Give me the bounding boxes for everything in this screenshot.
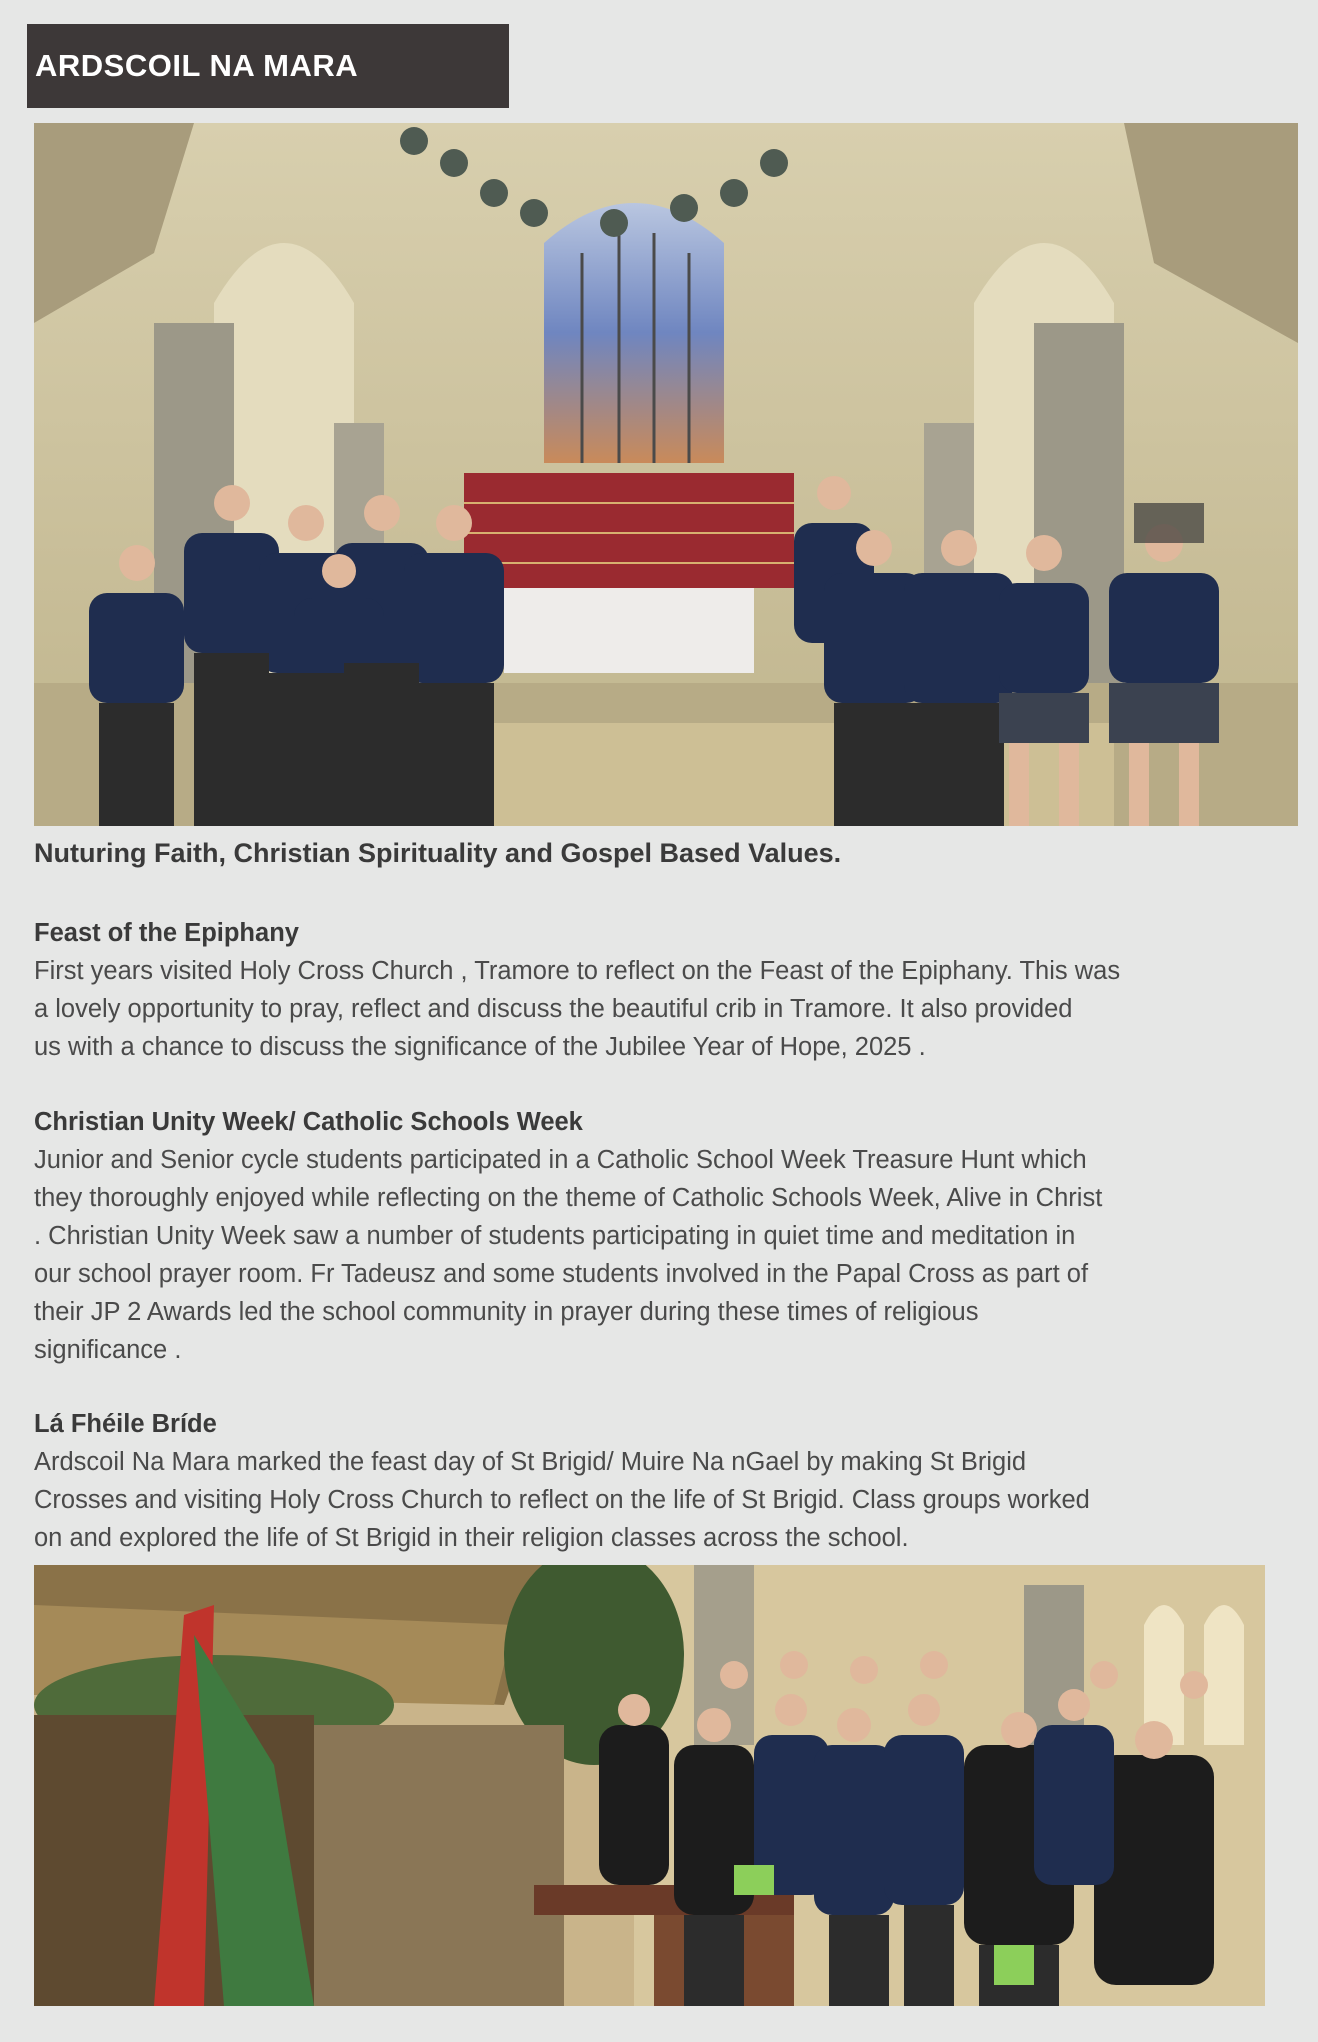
section-line: on and explored the life of St Brigid in their religion classes across the school. (34, 1524, 909, 1552)
section-line: their JP 2 Awards led the school community in prayer during these times of religious (34, 1298, 979, 1326)
section-heading: Feast of the Epiphany (34, 919, 299, 947)
section-line: Ardscoil Na Mara marked the feast day of St Brigid/ Muire Na nGael by making St Brigid (34, 1448, 1027, 1476)
section-line: our school prayer room. Fr Tadeusz and some students involved in the Papal Cross as part of (34, 1260, 1089, 1288)
section-heading: Christian Unity Week/ Catholic Schools Week (34, 1108, 583, 1136)
section-line: a lovely opportunity to pray, reflect and discuss the beautiful crib in Tramore. It also provided (34, 995, 1073, 1023)
section-line: they thoroughly enjoyed while reflecting on the theme of Catholic Schools Week, Alive in Christ (34, 1184, 1103, 1212)
church-altar-photo (34, 123, 1298, 826)
section-line: us with a chance to discuss the significance of the Jubilee Year of Hope, 2025 . (34, 1033, 926, 1061)
section-line: First years visited Holy Cross Church , Tramore to reflect on the Feast of the Epiphany. This was (34, 957, 1121, 985)
section-christian-unity (34, 1103, 1304, 1369)
section-epiphany (34, 914, 1304, 1066)
school-name: ARDSCOIL NA MARA (35, 48, 359, 83)
section-line: Junior and Senior cycle students participated in a Catholic School Week Treasure Hunt which (34, 1146, 1087, 1174)
section-heading: Lá Fhéile Bríde (34, 1410, 217, 1438)
header-banner (27, 24, 509, 108)
section-line: . Christian Unity Week saw a number of students participating in quiet time and meditation in (34, 1222, 1076, 1250)
section-la-fheile-bride (34, 1405, 1304, 1557)
section-line: Crosses and visiting Holy Cross Church to reflect on the life of St Brigid. Class groups worked (34, 1486, 1090, 1514)
crib-group-photo (34, 1565, 1265, 2006)
section-line: significance . (34, 1336, 182, 1364)
lead-statement: Nuturing Faith, Christian Spirituality and Gospel Based Values. (34, 838, 842, 868)
